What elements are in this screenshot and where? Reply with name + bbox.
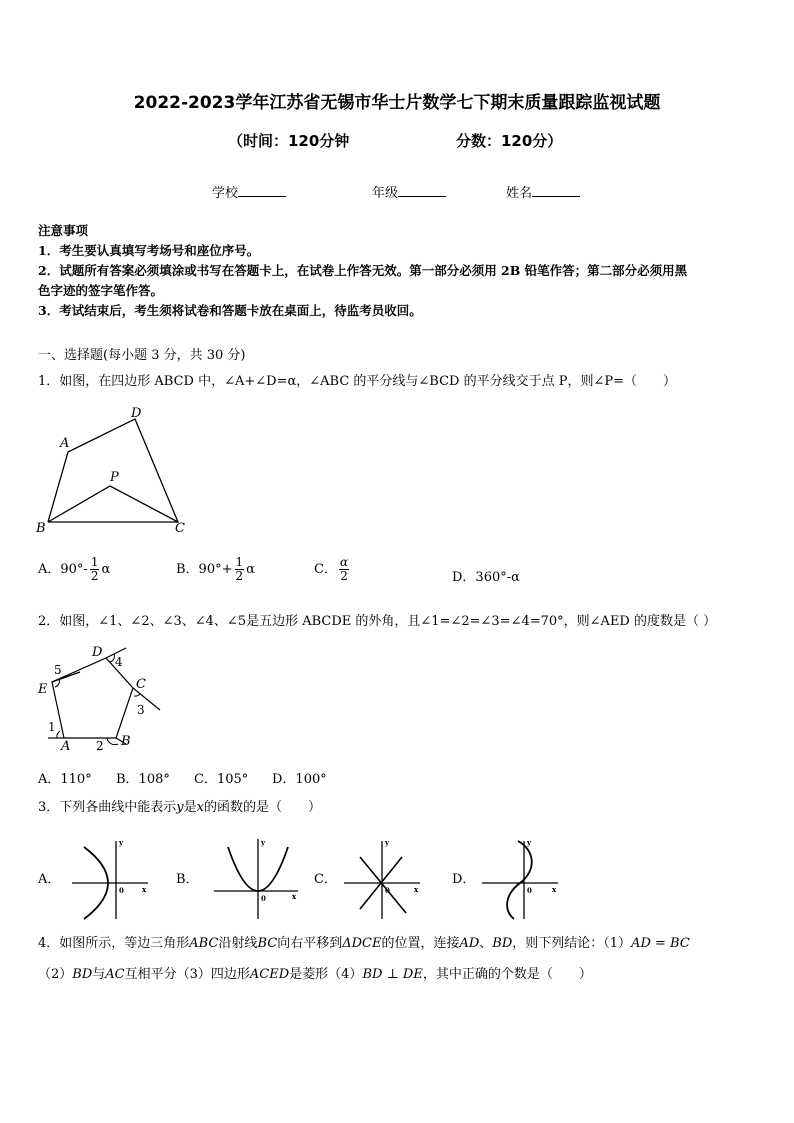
stem-text: 4．如图所示，等边三角形 (38, 936, 190, 951)
q2-option-a[interactable]: A．110° (38, 772, 92, 787)
grade-label: 年级 (372, 186, 399, 201)
q3-option-d[interactable]: D． (452, 872, 476, 887)
option-text: α (246, 562, 255, 577)
note-item: 2．试题所有答案必须填涂或书写在答题卡上，在试卷上作答无效。第一部分必须用 2B 铅笔作答；第二部分必须用黑 (38, 263, 688, 278)
option-text: C． (314, 562, 337, 577)
q3-graph-b (210, 835, 302, 921)
axis-y: y (385, 838, 390, 847)
q2-option-c[interactable]: C．105° (194, 772, 249, 787)
fraction (235, 556, 245, 583)
angle-5: 5 (54, 663, 62, 677)
stem-text: 向右平移到 (277, 936, 343, 951)
label-P: P (110, 470, 119, 485)
stem-text: ，其中正确的个数是（ ） (422, 967, 592, 982)
origin: 0 (261, 894, 266, 903)
axis-x: x (142, 885, 147, 894)
stem-text: 的位置，连接 (381, 936, 460, 951)
grade-field (372, 182, 446, 201)
option-text: α (101, 562, 111, 577)
q1-option-c[interactable] (314, 556, 351, 583)
math-ad: AD (459, 936, 480, 951)
math-dce: ΔDCE (342, 936, 382, 951)
var-x: x (196, 800, 204, 815)
page-title: 2022-2023学年江苏省无锡市华士片数学七下期末质量跟踪监视试题 (133, 93, 661, 113)
angle-4: 4 (115, 655, 123, 669)
notes-block (38, 221, 758, 321)
math-aced: ACED (249, 967, 290, 982)
q2-option-d[interactable]: D．100° (272, 772, 327, 787)
var-y: y (176, 800, 184, 815)
grade-blank (398, 184, 446, 197)
fraction-numerator: 1 (235, 555, 244, 569)
axis-y: y (119, 838, 124, 847)
q3-option-b[interactable]: B． (176, 872, 199, 887)
stem-text: 沿射线 (218, 936, 258, 951)
axis-y: y (261, 838, 266, 847)
stem-text: 的函数的是（ ） (204, 800, 322, 815)
time-label: （时间：120分钟 (228, 132, 350, 150)
q1-option-a[interactable] (38, 556, 110, 583)
label-E: E (38, 682, 48, 697)
fraction-denominator: 2 (235, 569, 244, 583)
q1-quadrilateral-figure (30, 400, 200, 540)
label-D: D (92, 645, 103, 660)
angle-1: 1 (48, 720, 56, 734)
fraction-numerator: 1 (90, 555, 99, 569)
q4-stem-line1 (38, 934, 690, 954)
label-C: C (175, 521, 185, 536)
q1-option-d[interactable]: D．360°-α (452, 570, 520, 585)
fraction-denominator: 2 (340, 569, 348, 583)
note-item: 色字迹的签字笔作答。 (38, 283, 164, 298)
axis-x: x (414, 885, 419, 894)
q2-stem: 2．如图，∠1、∠2、∠3、∠4、∠5是五边形 ABCDE 的外角，且∠1=∠2=∠3=∠4=70°，则∠AED 的度数是（ ） (38, 614, 717, 629)
label-B: B (36, 521, 46, 536)
label-A: A (61, 739, 71, 754)
note-item: 1．考生要认真填写考场号和座位序号。 (38, 243, 260, 258)
school-blank (238, 184, 286, 197)
origin: 0 (119, 886, 124, 895)
stem-text: 是菱形（4） (289, 967, 363, 982)
q1-stem: 1．如图，在四边形 ABCD 中，∠A+∠D=α，∠ABC 的平分线与∠BCD 的平分线交于点 P，则∠P=（ ） (38, 374, 677, 389)
q2-option-b[interactable]: B．108° (116, 772, 170, 787)
math-bc: BC (257, 936, 278, 951)
option-text: B．90°+ (176, 562, 233, 577)
name-field (506, 182, 580, 201)
q3-graph-a (68, 835, 154, 921)
q2-pentagon-figure (30, 640, 170, 755)
school-field (212, 182, 286, 201)
stem-text: ，则下列结论：（1） (512, 936, 632, 951)
q3-stem (38, 798, 321, 818)
q3-option-c[interactable]: C． (314, 872, 337, 887)
stem-text: （2） (38, 967, 73, 982)
label-D: D (131, 406, 142, 421)
axis-x: x (292, 892, 297, 901)
label-B: B (121, 734, 131, 749)
fraction (339, 556, 349, 583)
origin: 0 (385, 886, 390, 895)
name-blank (532, 184, 580, 197)
note-item: 3．考试结束后，考生须将试卷和答题卡放在桌面上，待监考员收回。 (38, 303, 422, 318)
angle-3: 3 (137, 703, 145, 717)
notes-heading: 注意事项 (38, 223, 89, 238)
q4-stem-line2 (38, 965, 592, 985)
stem-text: 是 (183, 800, 197, 815)
section-heading: 一、选择题(每小题 3 分，共 30 分) (38, 348, 246, 363)
math-abc: ABC (189, 936, 219, 951)
angle-2: 2 (96, 739, 104, 753)
q3-graph-d (478, 835, 564, 921)
name-label: 姓名 (506, 186, 533, 201)
stem-text: 与 (92, 967, 106, 982)
fraction-denominator: 2 (90, 569, 99, 583)
q3-option-a[interactable]: A． (38, 872, 61, 887)
origin: 0 (527, 886, 532, 895)
fraction-numerator: α (339, 555, 349, 569)
axis-y: y (527, 838, 532, 847)
stem-text: 互相平分（3）四边形 (124, 967, 250, 982)
q1-option-b[interactable] (176, 556, 255, 583)
label-A: A (60, 436, 70, 451)
label-C: C (136, 677, 146, 692)
math-ac: AC (105, 967, 125, 982)
math-ad-eq-bc: AD = BC (631, 936, 690, 951)
school-label: 学校 (212, 186, 239, 201)
fraction (90, 556, 100, 583)
score-label: 分数：120分） (456, 132, 563, 150)
math-bd: BD (72, 967, 93, 982)
axis-x: x (552, 885, 557, 894)
stem-text: 3．下列各曲线中能表示 (38, 800, 177, 815)
math-bd-perp-de: BD ⊥ DE (362, 967, 423, 982)
q3-graph-c (340, 835, 426, 921)
stem-text: 、 (479, 936, 493, 951)
math-bd: BD (492, 936, 513, 951)
option-text: A．90°- (38, 562, 88, 577)
